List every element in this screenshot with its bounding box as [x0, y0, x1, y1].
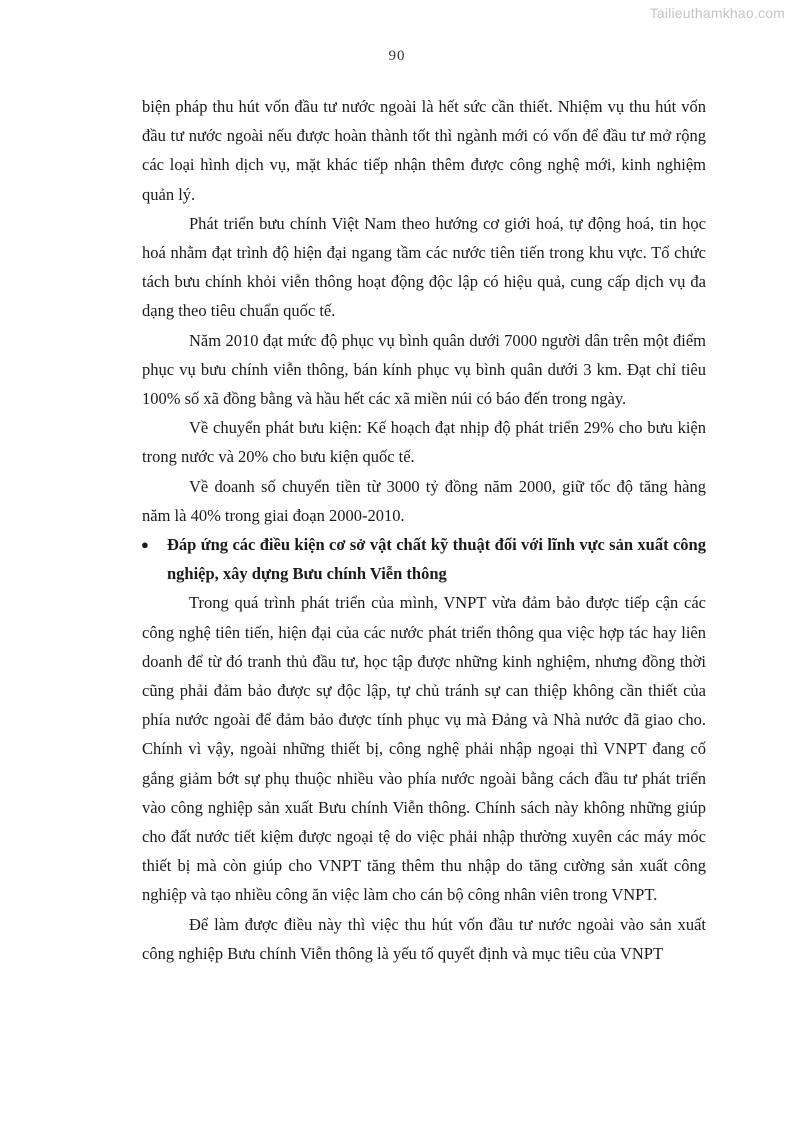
paragraph-4: Về chuyển phát bưu kiện: Kế hoạch đạt nhịp độ phát triển 29% cho bưu kiện trong nước và 20% cho bưu kiện quốc tế.	[142, 418, 706, 467]
document-body	[142, 92, 706, 968]
bullet-icon: ●	[141, 537, 149, 553]
paragraph-6: Trong quá trình phát triển của mình, VNPT vừa đảm bảo được tiếp cận các công nghệ tiên tiến, hiện đại của các nước phát triển thông qua việc hợp tác hay liên doanh để từ đó tranh thủ đầu tư, học tập được những kinh nghiệm, nhưng đồng thời cũng phải đảm bảo được sự độc lập, tự chủ tránh sự can thiệp không cần thiết của phía nước ngoài để đảm bảo được tính phục vụ mà Đảng và Nhà nước đã giao cho. Chính vì vậy, ngoài những thiết bị, công nghệ phải nhập ngoại thì VNPT đang cố gắng giảm bớt sự phụ thuộc nhiều vào phía nước ngoài bằng cách đầu tư phát triển vào công nghiệp sản xuất Bưu chính Viễn thông. Chính sách này không những giúp cho đất nước tiết kiệm được ngoại tệ do việc phải nhập thường xuyên các máy móc thiết bị mà còn giúp cho VNPT tăng thêm thu nhập do tăng cường sản xuất công nghiệp và tạo nhiều công ăn việc làm cho cán bộ công nhân viên trong VNPT.	[142, 593, 706, 905]
paragraph-2: Phát triển bưu chính Việt Nam theo hướng cơ giới hoá, tự động hoá, tin học hoá nhằm đạt trình độ hiện đại ngang tầm các nước tiên tiến trong khu vực. Tổ chức tách bưu chính khỏi viễn thông hoạt động độc lập có hiệu quả, cung cấp dịch vụ đa dạng theo tiêu chuẩn quốc tế.	[142, 213, 706, 321]
paragraph-1: biện pháp thu hút vốn đầu tư nước ngoài là hết sức cần thiết. Nhiệm vụ thu hút vốn đầu tư nước ngoài nếu được hoàn thành tốt thì ngành mới có vốn để đầu tư mở rộng các loại hình dịch vụ, mặt khác tiếp nhận thêm được công nghệ mới, kinh nghiệm quản lý.	[142, 97, 706, 204]
paragraph-5: Về doanh số chuyển tiền từ 3000 tỷ đồng năm 2000, giữ tốc độ tăng hàng năm là 40% trong giai đoạn 2000-2010.	[142, 476, 706, 525]
page-number: 90	[388, 48, 406, 64]
bullet-item	[142, 530, 706, 588]
watermark: Tailieuthamkhao.com	[649, 5, 785, 21]
paragraph-3: Năm 2010 đạt mức độ phục vụ bình quân dưới 7000 người dân trên một điểm phục vụ bưu chính viễn thông, bán kính phục vụ bình quân dưới 3 km. Đạt chỉ tiêu 100% số xã đồng bằng và hầu hết các xã miền núi có báo đến trong ngày.	[142, 330, 706, 409]
bullet-heading: Đáp ứng các điều kiện cơ sở vật chất kỹ thuật đối với lĩnh vực sản xuất công nghiệp, xây dựng Bưu chính Viễn thông	[167, 535, 706, 584]
paragraph-7: Để làm được điều này thì việc thu hút vốn đầu tư nước ngoài vào sản xuất công nghiệp Bưu chính Viễn thông là yếu tố quyết định và mục tiêu của VNPT	[142, 914, 706, 963]
